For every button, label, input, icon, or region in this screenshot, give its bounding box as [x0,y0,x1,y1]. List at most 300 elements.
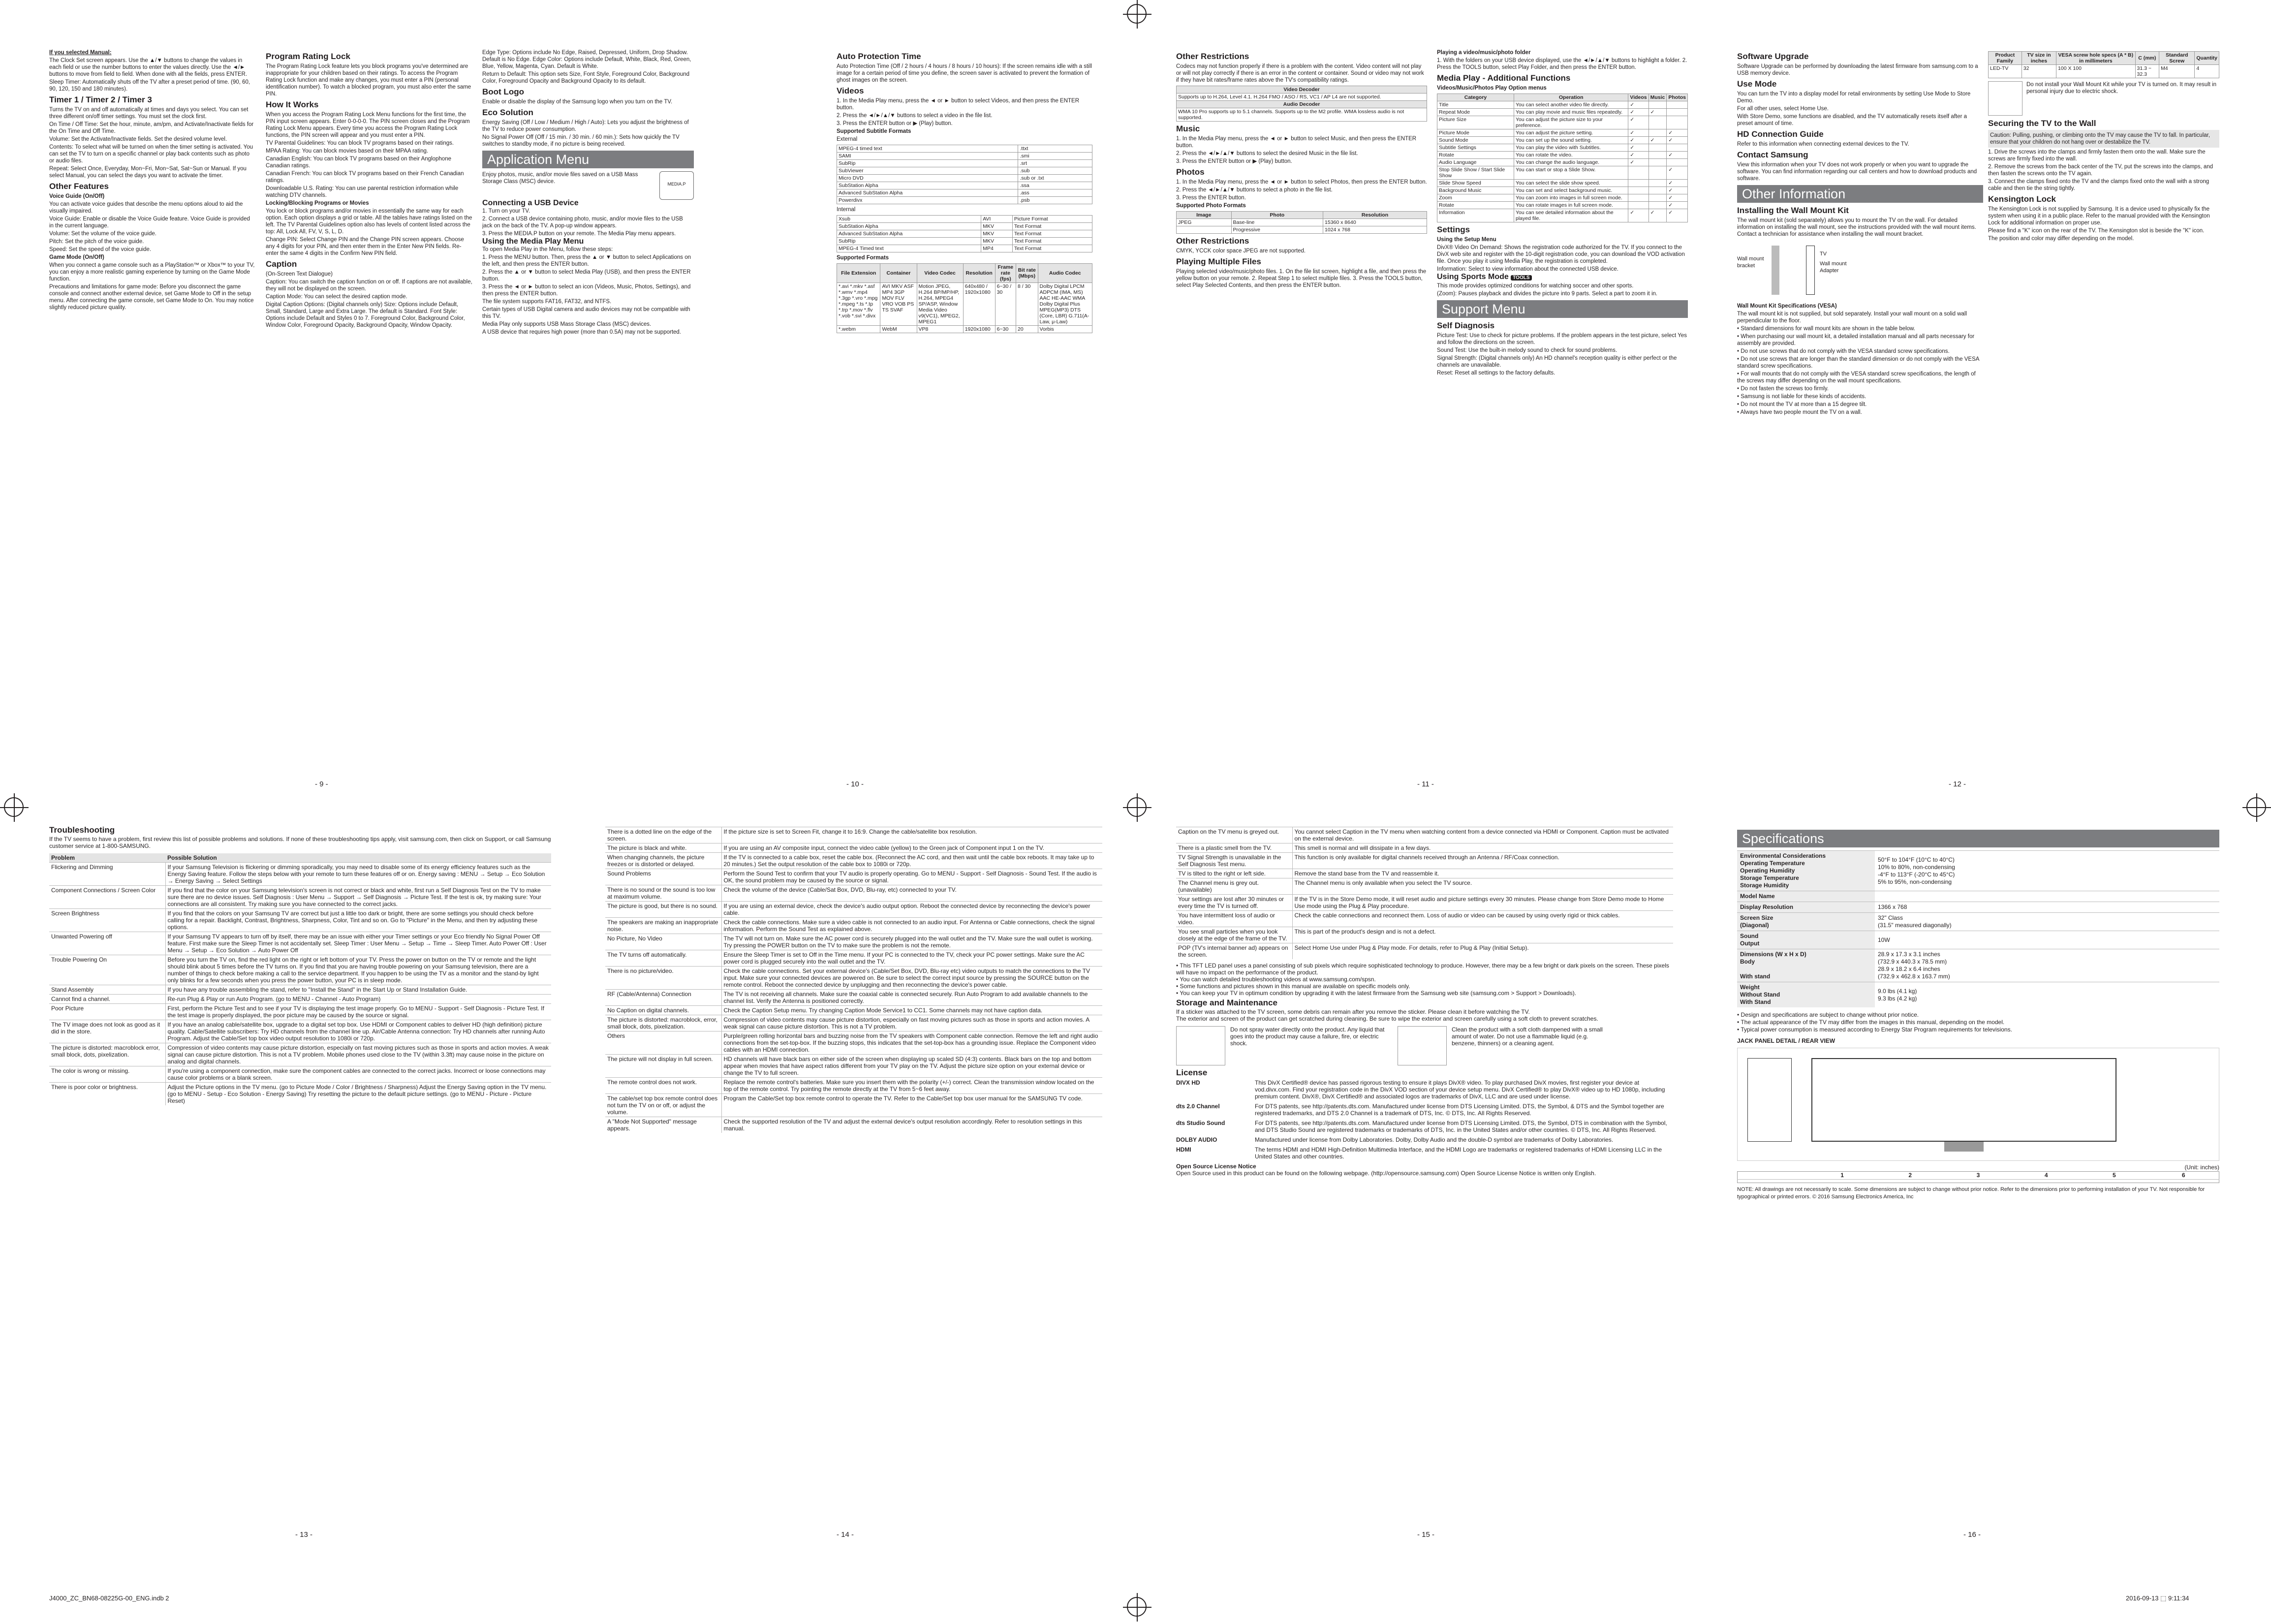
troubleshooting-continued-2 [1176,827,1673,1526]
subtitle-row [837,167,1092,175]
use-mode-title: Use Mode [1737,79,1777,89]
spec-cell: Sound Output [1737,931,1875,949]
problem-cell: Unwanted Powering off [49,932,165,955]
internal-subtitle-cell: MPEG-4 Timed text [837,245,981,252]
dimension-cell [2148,1180,2219,1183]
troubleshooting-row [605,1094,1102,1117]
problem-cell: The color is wrong or missing. [49,1066,165,1083]
play-option-cell: Subtitle Settings [1437,144,1514,152]
wall-mount-bracket-shape [1772,246,1779,295]
solution-cell: This is part of the product's design and is not a defect. [1292,927,1673,943]
video-formats-table [837,263,1092,333]
playing-multiple-title: Playing Multiple Files [1176,257,1261,266]
how-title: How It Works [266,100,319,109]
play-option-cell: ✓ [1628,129,1649,137]
play-option-header-row [1437,94,1688,101]
cloth-cleaning-image [1398,1026,1447,1065]
solution-cell: HD channels will have black bars on either side of the screen when displaying up scaled SD (4:3) contents. Black bars on the top and bottom appear when movies that have aspect ratios different from your TV play on the TV. Adjust the picture size option on your external device or change the TV to full screen. [721,1055,1102,1078]
solution-cell: Program the Cable/Set top box remote control to operate the TV. Refer to the Cable/Set top box user manual for the SAMSUNG TV code. [721,1094,1102,1117]
securing-steps [1988,149,2219,192]
internal-subtitle-cell: Text Format [1012,223,1092,230]
tv-label: TV [1820,251,1827,257]
photo-format-header-row [1177,212,1427,219]
subtitle-row [837,153,1092,160]
vesa-note: • Do not use screws that are longer than the standard dimension or do not comply with the VESA standard screw specifications. [1737,356,1979,369]
kensington-note-1: Please find a "K" icon on the rear of the TV. The Kensington slot is beside the "K" icon. [1988,228,2205,234]
tv-rear-outline [1811,1058,2116,1142]
usb-title: Connecting a USB Device [482,199,579,207]
wall-mount-bracket-label: Wall mount bracket [1737,256,1764,269]
solution-cell: Check the volume of the device (Cable/Sat Box, DVD, Blu-ray, etc) connected to your TV. [721,885,1102,902]
usb-step-2: 2. Connect a USB device containing photo, music, and/or movie files to the USB jack on the back of the TV. A pop-up window appears. [482,216,683,229]
tools-badge: TOOLS [1511,275,1531,281]
vesa-cell: 32 [2022,65,2056,78]
settings-title: Settings [1437,225,1470,234]
spec-row [1737,891,2219,902]
play-option-header-cell: Photos [1667,94,1688,101]
p9-col3 [482,49,694,778]
use-mode-note-2: With Store Demo, some functions are disabled, and the TV automatically resets itself after a preset amount of time. [1737,114,1967,126]
music-step-2: 2. Press the ◄/►/▲/▼ buttons to select the desired Music in the file list. [1176,151,1358,156]
subtitle-cell: Powerdivx [837,197,1018,204]
play-option-cell: You can play the video with Subtitles. [1514,144,1628,152]
internal-subtitle-cell: MP4 [981,245,1013,252]
vesa-cell: LED-TV [1989,65,2022,78]
video-format-cell: 8 / 30 [1016,283,1038,326]
play-option-cell [1649,116,1667,129]
problem-cell: The TV image does not look as good as it did in the store. [49,1020,165,1043]
license-list [1176,1079,1673,1160]
license-title: License [1176,1068,1208,1077]
solution-cell: If you are using an AV composite input, connect the video cable (yellow) to the Green jack of Component input 1 on the TV. [721,843,1102,853]
play-option-cell: ✓ [1667,202,1688,209]
play-option-cell: Stop Slide Show / Start Slide Show [1437,166,1514,180]
video-format-row [837,326,1092,333]
spec-notes [1737,1011,2219,1033]
problem-cell: No Picture, No Video [605,934,721,950]
solution-cell: The Channel menu is only available when you select the TV source. [1292,878,1673,895]
play-option-cell: ✓ [1667,152,1688,159]
play-option-row [1437,144,1688,152]
video-format-cell: VP8 [917,326,963,333]
storage-text-1: If a sticker was attached to the TV screen, some debris can remain after you remove the sticker. Please clean it before watching the TV. [1176,1008,1530,1015]
solution-cell: If your Samsung TV appears to turn off by itself, there may be an issue with either your Timer settings or your Eco friendly No Signal Power Off feature. First make sure the Sleep Timer is not accidentally set. Sleep Timer : User Menu → Setup → Time → Sleep Timer. Auto Power Off : User Menu → Setup → Eco Solution → Auto Power Off [165,932,551,955]
solution-cell: The TV will not turn on. Make sure the AC power cord is securely plugged into the wall outlet and the TV. Make sure the wall outlet is working. Try pressing the POWER button on the TV to make sure the problem is not the remote. [721,934,1102,950]
energy-saving-text: Energy Saving (Off / Low / Medium / High / Auto): Lets you adjust the brightness of the TV to reduce power consumption. [482,120,689,132]
play-option-cell: Information [1437,209,1514,222]
page-number-15: - 15 - [1417,1530,1435,1539]
boot-logo-text: Enable or disable the display of the Samsung logo when you turn on the TV. [482,99,673,105]
problem-cell: You have intermittent loss of audio or video. [1176,911,1292,927]
subtitle-cell: MPEG-4 timed text [837,145,1018,153]
dimension-cell [1944,1180,2012,1183]
dimension-cell [1808,1180,1876,1183]
game-text: When you connect a game console such as a PlayStation™ or Xbox™ to your TV, you can enjoy a more realistic gaming experience by turning on the Game Mode function. [49,262,255,282]
subtitle-row [837,189,1092,197]
troubleshooting-row [1176,827,1673,843]
play-option-cell: You can start or stop a Slide Show. [1514,166,1628,180]
video-format-cell: Vorbis [1038,326,1092,333]
troubleshooting-row [49,1083,551,1106]
subtitle-cell: SAMI [837,153,1018,160]
solution-cell: Select Home Use under Plug & Play mode. For details, refer to Plug & Play (Initial Setup). [1292,943,1673,960]
dimension-header-cell [1738,1172,1808,1180]
open-source-title: Open Source License Notice [1176,1163,1256,1170]
page-number-16: - 16 - [1963,1530,1981,1539]
downloadable-rating-text: Downloadable U.S. Rating: You can use parental restriction information while watching DTV channels. [266,186,459,198]
music-step-1: 1. In the Media Play menu, press the ◄ or ► button to select Music, and then press the ENTER button. [1176,136,1417,149]
spec-cell [1875,891,2219,902]
play-option-row [1437,101,1688,109]
vesa-header-cell: TV size in inches [2022,52,2056,65]
video-format-cell: WebM [880,326,917,333]
solution-cell: If the TV is connected to a cable box, reset the cable box. (Reconnect the AC cord, and then wait until the cable box reboots. It may take up to 20 minutes.) Set the output resolution of the cable box to 1080i or 720p. [721,853,1102,869]
play-option-cell [1649,152,1667,159]
internal-subtitle-table [837,215,1092,252]
dimension-cell [2080,1180,2148,1183]
problem-cell: Your settings are lost after 30 minutes or every time the TV is turned off. [1176,895,1292,911]
play-option-cell: Slide Show Speed [1437,180,1514,187]
usb-step-3: 3. Press the MEDIA.P button on your remote. The Media Play menu appears. [482,231,676,237]
securing-step: 3. Connect the clamps fixed onto the TV and the clamps fixed onto the wall with a strong cable and then tie the string tightly. [1988,179,2209,191]
videos-step-1: 1. In the Media Play menu, press the ◄ or ► button to select Videos, and then press the ENTER button. [837,98,1080,111]
spec-cell: Model Name [1737,891,1875,902]
play-option-row [1437,202,1688,209]
play-option-cell: You can select the slide show speed. [1514,180,1628,187]
solution-cell: Check the cable connections. Make sure a video cable is not connected to an audio input. For Antenna or Cable connections, check the signal information. Perform the Sound Test as explained above. [721,918,1102,934]
license-item [1176,1079,1673,1100]
vesa-text: The wall mount kit is not supplied, but sold separately. Install your wall mount on a solid wall perpendicular to the floor. [1737,311,1967,324]
photo-format-header-cell: Resolution [1323,212,1427,219]
troubleshooting-note: • You can keep your TV in optimum condition by upgrading it with the latest firmware from the Samsung web site (samsung.com > Support > Downloads). [1176,990,1577,997]
dimension-cell [2012,1180,2080,1183]
spec-cell: 50°F to 104°F (10°C to 40°C) 10% to 80%, non-condensing -4°F to 113°F (-20°C to 45°C) 5% to 95%, non-condensing [1875,851,2219,891]
play-option-cell [1628,194,1649,202]
registration-mark-left [4,797,24,817]
problem-cell: TV Signal Strength is unavailable in the Self Diagnosis Test menu. [1176,853,1292,869]
troubleshooting-row [49,1066,551,1083]
remote-icon: MEDIA.P [659,171,694,200]
license-text: For DTS patents, see http://patents.dts.com. Manufactured under license from DTS Licensing Limited. DTS, the Symbol, & DTS and the Symbol together are registered trademarks, and DTS 2.0 Channel is a trademark of DTS, Inc. © DTS, Inc. All Rights Reserved. [1255,1103,1664,1117]
dimension-header-cell: 4 [2044,1172,2048,1179]
license-item [1176,1120,1673,1133]
voice-title: Voice Guide (On/Off) [49,193,105,199]
solution-cell: If the picture size is set to Screen Fit, change it to 16:9. Change the cable/satellite box resolution. [721,827,1102,843]
video-formats-title: Supported Formats [837,255,889,261]
video-format-cell: 6~30 [995,326,1016,333]
application-text: Enjoy photos, music, and/or movie files saved on a USB Mass Storage Class (MSC) device. [482,172,638,185]
spec-row [1737,931,2219,949]
registration-mark-bottom [1127,1597,1147,1617]
video-format-cell: 1920x1080 [963,326,995,333]
dimension-header-cell: 5 [2113,1172,2116,1179]
play-option-cell [1649,159,1667,166]
play-option-cell [1628,187,1649,194]
setup-menu-title: Using the Setup Menu [1437,237,1496,243]
vesa-note: • Do not mount the TV at more than a 15 degree tilt. [1737,402,1867,407]
play-option-cell [1649,202,1667,209]
solution-cell: If you have an analog cable/satellite box, upgrade to a digital set top box. Use HDMI or Component cables to deliver HD (high definition) picture quality. Cable/Satellite subscribers: Try HD channels from the channel line up. Air/Cable Antenna connection: Try HD channels after running Auto Program. Adjust the Cable/Set top box video output resolution to 1080i or 720p. [165,1020,551,1043]
footer-file: J4000_ZC_BN68-08225G-00_ENG.indb 2 [49,1594,169,1602]
play-option-cell: ✓ [1667,180,1688,187]
self-diagnosis-title: Self Diagnosis [1437,321,1495,330]
audio-decoder-title: Audio Decoder [1177,101,1427,108]
subtitle-cell: .srt [1018,160,1092,167]
locking-title: Locking/Blocking Programs or Movies [266,200,369,206]
problem-cell: There is no picture/video. [605,967,721,990]
photo-format-header-cell: Image [1177,212,1232,219]
video-format-cell: 20 [1016,326,1038,333]
caption-text: Caption: You can switch the caption function on or off. If captions are not available, they will not be displayed on the screen. [266,279,472,292]
problem-cell: No Caption on digital channels. [605,1006,721,1015]
sports-zoom-text: (Zoom): Pauses playback and divides the picture into 9 parts. Select a part to zoom it in. [1437,291,1658,297]
internal-subtitle-cell: Picture Format [1012,216,1092,223]
troubleshooting-row [49,1043,551,1066]
timer-title: Timer 1 / Timer 2 / Timer 3 [49,95,152,104]
spec-row [1737,913,2219,931]
divx-vod-text: DivX® Video On Demand: Shows the registration code authorized for the TV. If you connect to the DivX web site and register with the 10-digit registration code, you can download the VOD activation file. Once you play it using Media Play, the registration is completed. [1437,245,1685,264]
problem-cell: A "Mode Not Supported" message appears. [605,1117,721,1133]
problem-cell: Others [605,1031,721,1055]
wall-mount-diagram [1737,241,1983,300]
solution-cell: Purple/green rolling horizontal bars and buzzing noise from the TV speakers with Component cable connection. Remove the left and right audio connections from the set-top-box. If the buzzing stops, this indicates that the set-top-box has a grounding issue. Replace the Component video cables with an HDMI connection. [721,1031,1102,1055]
solution-cell: Remove the stand base from the TV and reassemble it. [1292,869,1673,878]
spec-cell: Display Resolution [1737,902,1875,913]
play-option-row [1437,194,1688,202]
spec-row [1737,851,2219,891]
play-option-cell: ✓ [1667,194,1688,202]
troubleshooting-row [605,827,1102,843]
problem-cell: The TV turns off automatically. [605,950,721,967]
unit-label: (Unit: inches) [2184,1164,2219,1171]
troubleshooting-header-cell: Possible Solution [165,853,551,863]
troubleshooting-row [605,967,1102,990]
subtitle-cell: SubViewer [837,167,1018,175]
locking-text: You lock or block programs and/or movies in essentially the same way for each option. Each option displays a grid or table. All the tables have ratings listed on the left. The TV Parental Guidelines option also has levels of content listed across the top: All, Lock All, FV, V, S, L, D. [266,208,472,235]
troubleshooting-row [605,902,1102,918]
play-option-cell [1667,101,1688,109]
license-item [1176,1103,1673,1117]
license-logo: dts Studio Sound [1176,1120,1225,1126]
program-rating-title: Program Rating Lock [266,52,350,61]
internal-subtitle-cell: MKV [981,223,1013,230]
media-play-title: Using the Media Play Menu [482,237,584,246]
problem-cell: The picture is distorted: macroblock, error, small block, dots, pixelization. [605,1015,721,1031]
intro-text: The Clock Set screen appears. Use the ▲/▼ buttons to change the values in each field or use the number buttons to enter the values directly. Use the ◄/► buttons to move from field to field. When done with all the fields, press ENTER. [49,58,248,77]
problem-cell: Stand Assembly [49,985,165,995]
spray-warning-text: Do not spray water directly onto the product. Any liquid that goes into the product may cause a failure, fire, or electric shock. [1230,1026,1385,1047]
sports-mode-label: Using Sports Mode [1437,273,1509,281]
vesa-table [1988,51,2219,78]
storage-title: Storage and Maintenance [1176,998,1277,1007]
other-restrictions-2-title: Other Restrictions [1176,236,1249,246]
problem-cell: The remote control does not work. [605,1078,721,1094]
play-option-cell: ✓ [1628,101,1649,109]
reset-text: Reset: Reset all settings to the factory defaults. [1437,370,1555,376]
securing-caution: Caution: Pulling, pushing, or climbing onto the TV may cause the TV to fall. In particular, ensure that your children do not hang over or destabilize the TV. [1988,130,2219,148]
p10-col [837,49,1092,778]
video-format-cell: *.webm [837,326,880,333]
play-option-cell: ✓ [1667,129,1688,137]
problem-cell: TV is tilted to the right or left side. [1176,869,1292,878]
license-logo: HDMI [1176,1146,1191,1153]
program-rating-text: The Program Rating Lock feature lets you block programs you've determined are inappropriate for your children based on their ratings. To access the Program Rating Lock function and make any changes, you must enter a PIN (personal identification number). To watch a blocked program, you must also enter the same PIN. [266,63,471,97]
on-time-text: On Time / Off Time: Set the hour, minute, am/pm, and Activate/Inactivate fields for the On Time and Off Time. [49,122,254,134]
solution-cell: If your Samsung Television is flickering or dimming sporadically, you may need to disable some of its energy efficiency features such as the Energy Saving feature. Follow the steps below with your remote to turn these features off or on. Energy saving : MENU → Setup → Eco Solution → Energy Saving → Select Settings [165,863,551,886]
solution-cell: If you are using an external device, check the device's audio output option. Reboot the connected device by reconnecting the device's power cable. [721,902,1102,918]
internal-subtitle-row [837,238,1092,245]
troubleshooting-notes [1176,962,1673,997]
wall-mount-adapter-label: Wall mount Adapter [1820,261,1847,274]
sports-mode-title [1437,274,1688,281]
page-number-12: - 12 - [1949,780,1966,788]
license-item [1176,1136,1673,1143]
voice-pitch-item: Pitch: Set the pitch of the voice guide. [49,239,144,245]
play-option-row [1437,166,1688,180]
internal-subtitle-cell: Text Format [1012,238,1092,245]
problem-cell: When changing channels, the picture freezes or is distorted or delayed. [605,853,721,869]
tv-stand-shape [1944,1142,1984,1152]
solution-cell: If you find that the color on your Samsung television's screen is not correct or black and white, first run a Self Diagnosis Test on the TV to make sure there are no device issues. Self Diagnosis : User Menu → Support → Self Diagnosis → Picture Test. If the test is ok, try making sure: Your connections are all consistent. Try making sure you have connected to the correct jacks. [165,886,551,909]
troubleshooting-intro: If the TV seems to have a problem, first review this list of possible problems and solutions. If none of these troubleshooting tips apply, visit samsung.com, then click on Support, or call Samsung customer service at 1-800-SAMSUNG. [49,836,551,849]
play-option-row [1437,152,1688,159]
dimension-row [1738,1180,2219,1183]
internal-subtitle-cell: Text Format [1012,230,1092,238]
voice-guide-item: Voice Guide: Enable or disable the Voice Guide feature. Voice Guide is provided in the current language. [49,216,250,229]
spec-note: • Typical power consumption is measured according to Energy Star Program requirements for televisions. [1737,1026,2012,1033]
internal-subtitle-cell: AVI [981,216,1013,223]
p9-col1 [49,49,256,778]
other-information-banner: Other Information [1737,185,1983,203]
spec-row [1737,902,2219,913]
play-option-cell: Picture Mode [1437,129,1514,137]
video-decoder-title: Video Decoder [1177,86,1427,94]
boot-logo-title: Boot Logo [482,87,524,96]
decoder-table [1176,86,1427,122]
internal-subtitle-cell: MKV [981,238,1013,245]
play-option-cell: ✓ [1667,137,1688,144]
edge-text: Edge Type: Options include No Edge, Raised, Depressed, Uniform, Drop Shadow. Default is No Edge. Edge Color: Options include Default, White, Black, Red, Green, Blue, Yellow, Magenta, Cyan. Default is White. [482,50,691,69]
external-subtitle-table [837,145,1092,204]
play-option-cell: ✓ [1628,159,1649,166]
video-format-row [837,283,1092,326]
contact-title: Contact Samsung [1737,150,1808,159]
music-title: Music [1176,124,1200,133]
return-default-text: Return to Default: This option sets Size, Font Style, Foreground Color, Background Color, Foreground Opacity and Background Opacity to its default. [482,71,690,84]
solution-cell: Re-run Plug & Play or run Auto Program. (go to MENU - Channel - Auto Program) [165,995,551,1004]
subtitle-formats-title: Supported Subtitle Formats [837,128,911,134]
troubleshooting-row [49,955,551,985]
spec-note: • The actual appearance of the TV may differ from the images in this manual, depending on the model. [1737,1019,2005,1026]
video-format-header-cell: Audio Codec [1038,264,1092,283]
problem-cell: The Channel menu is grey out. (unavailable) [1176,878,1292,895]
play-option-cell: ✓ [1649,109,1667,116]
photo-format-row [1177,219,1427,226]
play-option-cell [1649,144,1667,152]
kensington-text: The Kensington Lock is not supplied by Samsung. It is a device used to physically fix the system when using it in a public place. Refer to the manual provided with the Kensington Lock for additional information on proper use. [1988,206,2210,226]
media-play-step-1: 1. Press the MENU button. Then, press the ▲ or ▼ button to select Applications on the left, and then press the ENTER button. [482,254,691,267]
problem-cell: The speakers are making an inappropriate noise. [605,918,721,934]
solution-cell: Check the cable connections and reconnect them. Loss of audio or video can be caused by using overly rigid or thick cables. [1292,911,1673,927]
video-format-header-cell: File Extension [837,264,880,283]
vesa-header-cell: C (mm) [2135,52,2159,65]
play-option-cell: You can select another video file directly. [1514,101,1628,109]
solution-cell: The TV is not receiving all channels. Make sure the coaxial cable is connected securely. Run Auto Program to add available channels to the channel list. Verify the Antenna is positioned correctly. [721,990,1102,1006]
vesa-note: • Samsung is not liable for these kinds of accidents. [1737,394,1867,400]
securing-title: Securing the TV to the Wall [1988,119,2096,128]
media-play-additional-title: Media Play - Additional Functions [1437,73,1571,83]
subtitle-row [837,145,1092,153]
photo-format-header-cell: Photo [1231,212,1323,219]
cloth-cleaning-text: Clean the product with a soft cloth dampened with a small amount of water. Do not use a flammable liquid (e.g. benzene, thinners) or a cleaning agent. [1452,1026,1603,1047]
p11-col2 [1437,49,1688,778]
problem-cell: The picture is good, but there is no sound. [605,902,721,918]
subtitle-cell: .sub or .txt [1018,175,1092,182]
other-restrictions-2-text: CMYK, YCCK color space JPEG are not supported. [1176,248,1306,254]
media-play-step-2: 2. Press the ▲ or ▼ button to select Media Play (USB), and then press the ENTER button. [482,269,691,282]
p11-col3 [1737,49,1983,778]
support-menu-banner: Support Menu [1437,300,1688,318]
play-option-cell [1649,187,1667,194]
play-option-cell [1649,180,1667,187]
play-option-cell [1649,194,1667,202]
photo-format-cell: Base-line [1231,219,1323,226]
internal-subtitle-row [837,216,1092,223]
spec-cell: Environmental Considerations Operating Temperature Operating Humidity Storage Temperature Storage Humidity [1737,851,1875,891]
play-option-cell: ✓ [1649,137,1667,144]
voice-speed-item: Speed: Set the speed of the voice guide. [49,247,152,252]
picture-test-text: Picture Test: Use to check for picture problems. If the problem appears in the test picture, select Yes and follow the directions on the screen. [1437,333,1687,345]
page-number-13: - 13 - [295,1530,313,1539]
troubleshooting-row [1176,927,1673,943]
page-number-14: - 14 - [837,1530,854,1539]
canadian-french-text: Canadian French: You can block TV programs based on their French Canadian ratings. [266,171,464,184]
sports-mode-text: This mode provides optimized conditions for watching soccer and other sports. [1437,283,1634,289]
troubleshooting-title: Troubleshooting [49,827,115,835]
subtitle-cell: .ass [1018,189,1092,197]
videos-step-2: 2. Press the ◄/►/▲/▼ buttons to select a video in the file list. [837,113,993,119]
license-item [1176,1146,1673,1160]
solution-cell: If the TV is in the Store Demo mode, it will reset audio and picture settings every 30 minutes. Please change from Store Demo mode to Home Use mode using the Plug & Play procedure. [1292,895,1673,911]
subtitle-cell: SubRip [837,160,1018,167]
videos-title: Videos [837,86,864,95]
play-option-cell: Rotate [1437,202,1514,209]
registration-mark-top [1127,4,1147,24]
troubleshooting-header-row [49,853,551,863]
eco-title: Eco Solution [482,108,533,117]
photo-format-cell: Progressive [1231,226,1323,234]
troubleshooting-row [49,932,551,955]
vesa-header-cell: VESA screw hole specs (A * B) in millimeters [2056,52,2135,65]
troubleshooting-row [49,1004,551,1020]
spec-cell: 9.0 lbs (4.1 kg) 9.3 lbs (4.2 kg) [1875,982,2219,1008]
troubleshooting-row [1176,943,1673,960]
mpaa-text: MPAA Rating: You can block movies based on their MPAA rating. [266,148,429,154]
auto-protection-text: Auto Protection Time (Off / 2 hours / 4 hours / 8 hours / 10 hours): If the screen remains idle with a still image for a certain period of time you define, the screen saver is activated to prevent the formation of ghost images on the screen. [837,63,1092,83]
no-signal-text: No Signal Power Off (Off / 15 min. / 30 min. / 60 min.): Sets how quickly the TV switches to standby mode, if no picture is being received. [482,134,680,147]
videos-step-3: 3. Press the ENTER button or ▶ (Play) button. [837,121,953,126]
vesa-note: • When purchasing our wall mount kit, a detailed installation manual and all parts necessary for assembly are provided. [1737,334,1975,346]
play-option-cell: Background Music [1437,187,1514,194]
troubleshooting-row [605,918,1102,934]
play-option-cell: You can adjust the picture size to your preference. [1514,116,1628,129]
kensington-title: Kensington Lock [1988,194,2056,204]
play-option-cell: Sound Mode [1437,137,1514,144]
troubleshooting-row [49,995,551,1004]
play-option-cell [1628,202,1649,209]
troubleshooting-row [605,990,1102,1006]
page-number-9: - 9 - [315,780,328,788]
